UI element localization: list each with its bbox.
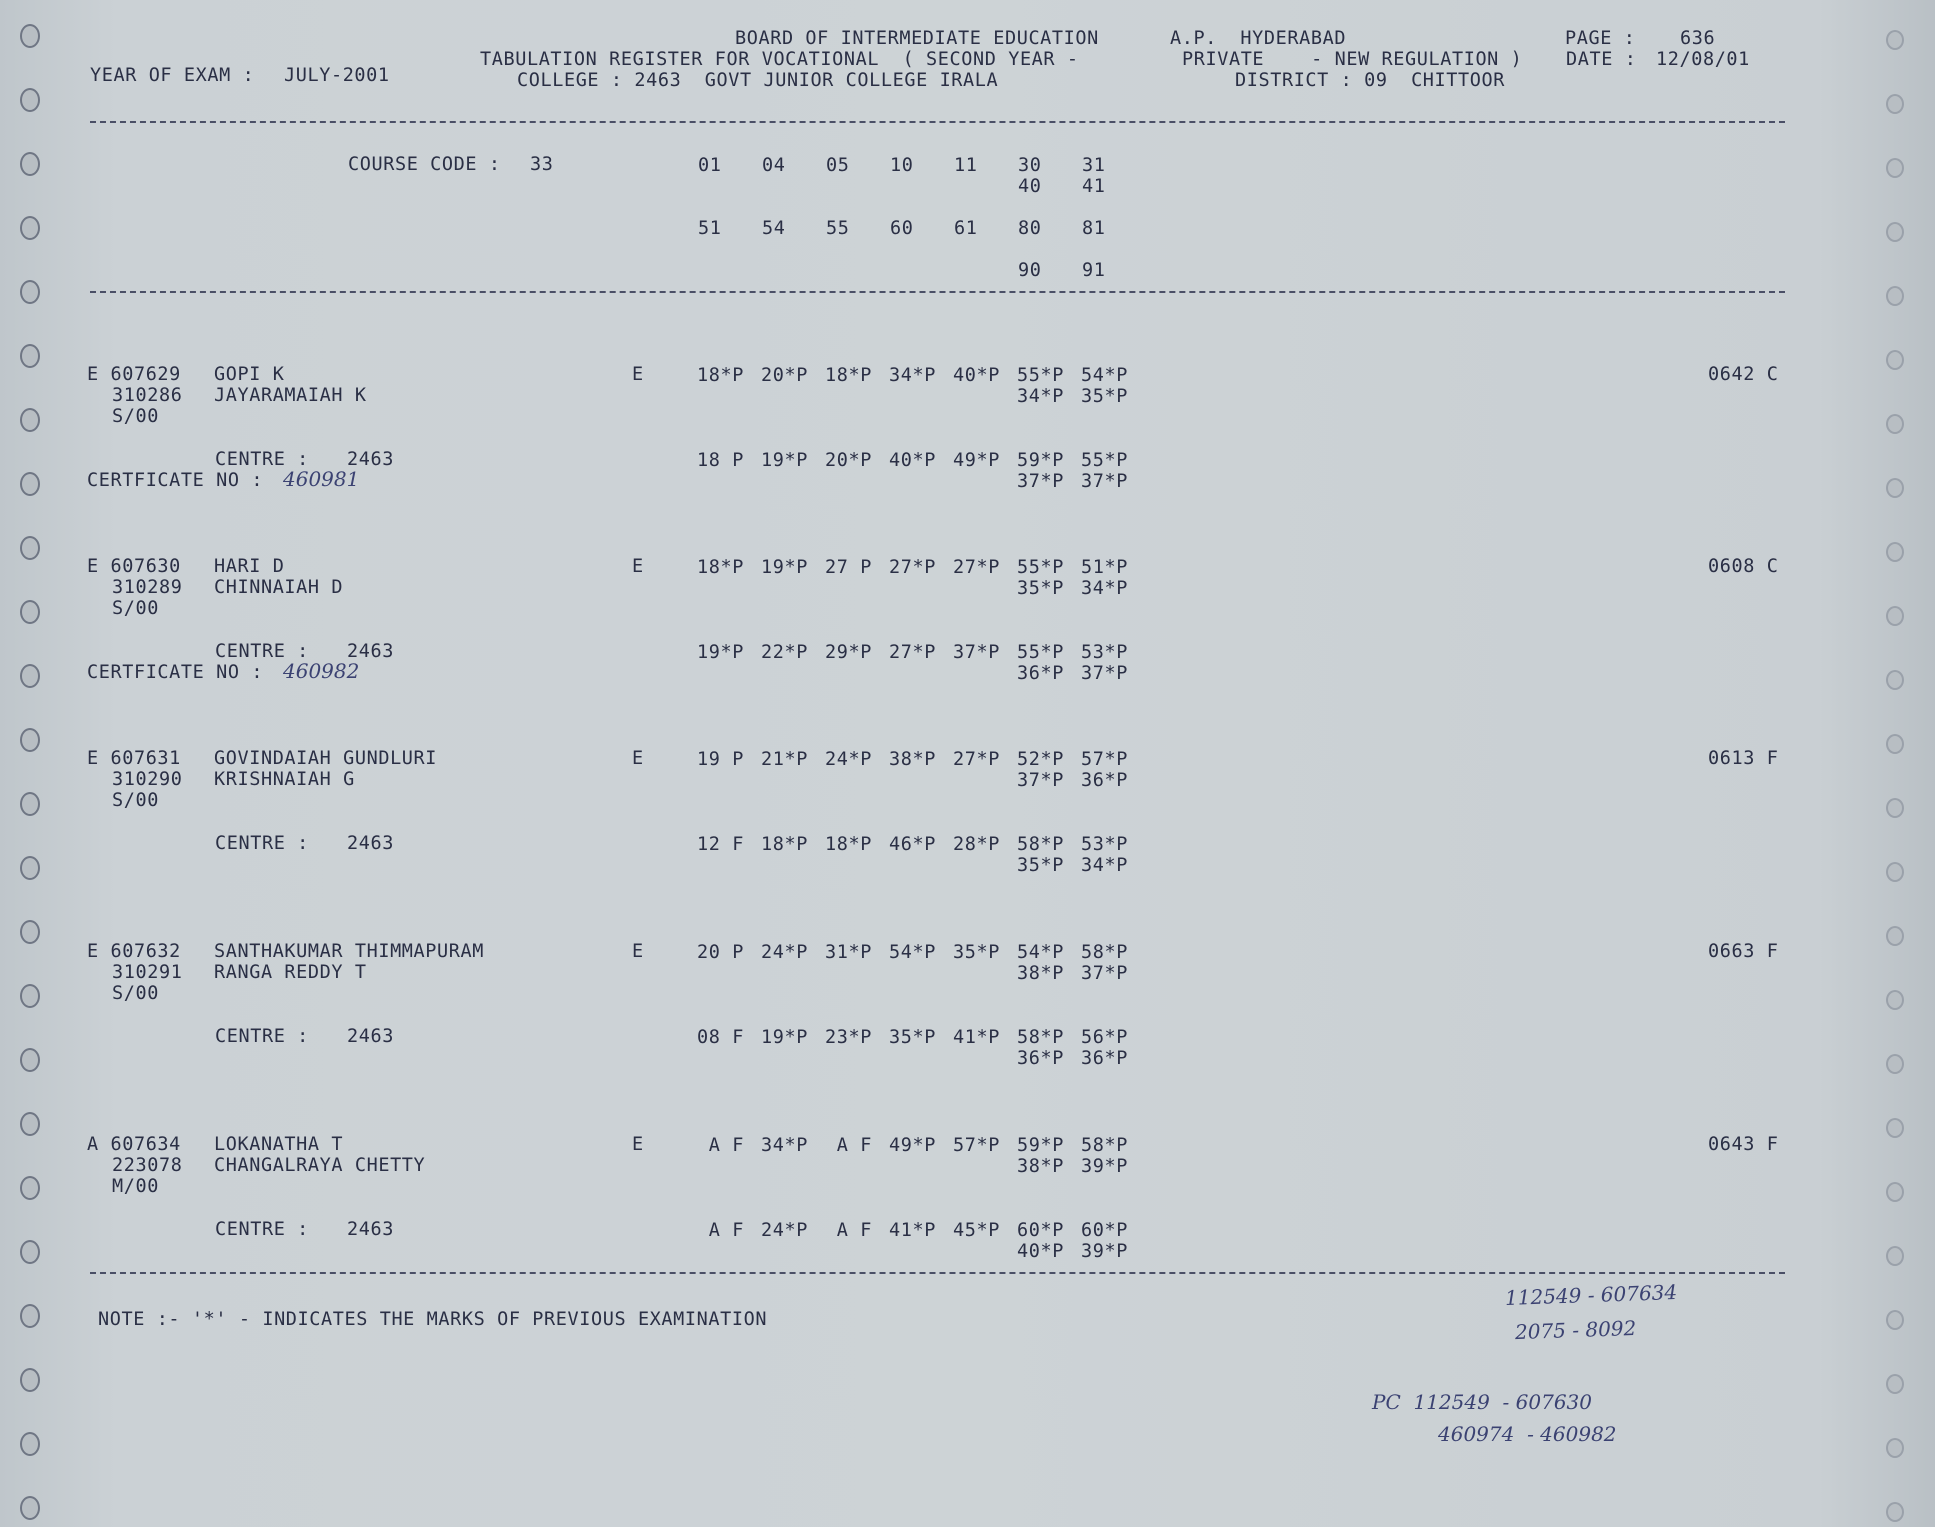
punch-hole <box>1886 606 1904 626</box>
mark-cell: 60*P <box>1081 1220 1128 1241</box>
relation-code: M/00 <box>112 1176 159 1197</box>
subject-code: 61 <box>954 218 978 239</box>
mark-cell: 38*P <box>1017 963 1064 984</box>
registration-number: 310291 <box>112 962 183 983</box>
punch-hole <box>1886 1502 1904 1522</box>
mark-cell: 27*P <box>889 642 936 663</box>
mark-cell: 22*P <box>761 642 808 663</box>
mark-cell: 18*P <box>761 834 808 855</box>
punch-hole <box>1886 1438 1904 1458</box>
register-title: TABULATION REGISTER FOR VOCATIONAL ( SECOND YEAR - <box>480 49 1079 70</box>
mark-cell: 20*P <box>825 450 872 471</box>
register-category: PRIVATE - NEW REGULATION ) <box>1182 49 1523 70</box>
relation-code: S/00 <box>112 406 159 427</box>
centre-number: 2463 <box>347 1219 394 1240</box>
mark-cell: 34*P <box>1081 578 1128 599</box>
mark-cell: 53*P <box>1081 834 1128 855</box>
course-code: 33 <box>530 154 554 175</box>
mark-cell: 35*P <box>953 942 1000 963</box>
relation-code: S/00 <box>112 790 159 811</box>
centre-label: CENTRE : <box>215 1026 309 1047</box>
mark-cell: 60*P <box>1017 1220 1064 1241</box>
parent-name: KRISHNAIAH G <box>214 769 355 790</box>
punch-hole <box>1886 286 1904 306</box>
total-result: 0613 F <box>1708 748 1779 769</box>
mark-cell: 24*P <box>761 1220 808 1241</box>
mark-cell: 36*P <box>1081 770 1128 791</box>
handwritten-range-2: 2075 - 8092 <box>1514 1315 1637 1345</box>
mark-cell: 24*P <box>761 942 808 963</box>
certificate-label: CERTFICATE NO : <box>87 662 264 683</box>
punch-hole <box>1886 30 1904 50</box>
punch-hole <box>1886 542 1904 562</box>
mark-cell: 36*P <box>1081 1048 1128 1069</box>
punch-hole <box>20 664 40 688</box>
mark-cell: 41*P <box>889 1220 936 1241</box>
mark-cell: 27*P <box>889 557 936 578</box>
punch-hole <box>20 1368 40 1392</box>
punch-hole <box>1886 222 1904 242</box>
mark-cell: 37*P <box>1017 770 1064 791</box>
subject-code: 90 <box>1018 260 1042 281</box>
mark-cell: 24*P <box>825 749 872 770</box>
subject-code: 55 <box>826 218 850 239</box>
mark-cell: 55*P <box>1017 557 1064 578</box>
registration-number: 310290 <box>112 769 183 790</box>
mark-cell: 18*P <box>697 557 744 578</box>
total-result: 0608 C <box>1708 556 1779 577</box>
punch-hole <box>1886 670 1904 690</box>
mark-cell: 19 P <box>697 749 744 770</box>
mark-cell: 34*P <box>889 365 936 386</box>
mark-cell: 20 P <box>697 942 744 963</box>
subject-code: 91 <box>1082 260 1106 281</box>
handwritten-range-3: PC 112549 - 607630 <box>1372 1390 1592 1414</box>
mark-cell: 35*P <box>889 1027 936 1048</box>
mark-cell: 39*P <box>1081 1241 1128 1262</box>
student-id: A 607634 <box>87 1134 181 1155</box>
subject-code: 80 <box>1018 218 1042 239</box>
subject-code: 40 <box>1018 176 1042 197</box>
punch-hole <box>20 1112 40 1136</box>
total-result: 0663 F <box>1708 941 1779 962</box>
mark-cell: 40*P <box>1017 1241 1064 1262</box>
mark-cell: 59*P <box>1017 450 1064 471</box>
mark-cell: 18*P <box>825 834 872 855</box>
punch-hole <box>20 728 40 752</box>
student-name: GOPI K <box>214 364 285 385</box>
centre-number: 2463 <box>347 1026 394 1047</box>
punch-hole <box>20 1432 40 1456</box>
mark-cell: 55*P <box>1081 450 1128 471</box>
district-line: DISTRICT : 09 CHITTOOR <box>1235 70 1505 91</box>
punch-hole <box>20 344 40 368</box>
subject-code: 10 <box>890 155 914 176</box>
punch-hole <box>20 1048 40 1072</box>
student-id: E 607631 <box>87 748 181 769</box>
punch-hole <box>20 1304 40 1328</box>
punch-hole <box>20 408 40 432</box>
centre-label: CENTRE : <box>215 1219 309 1240</box>
subject-code: 51 <box>698 218 722 239</box>
mark-cell: 55*P <box>1017 642 1064 663</box>
right-punch-holes <box>1872 0 1912 1527</box>
total-result: 0642 C <box>1708 364 1779 385</box>
board-place: A.P. HYDERABAD <box>1170 28 1347 49</box>
subject-code: 81 <box>1082 218 1106 239</box>
mark-cell: 40*P <box>889 450 936 471</box>
mark-cell: 27 P <box>825 557 872 578</box>
punch-hole <box>1886 414 1904 434</box>
mark-cell: 58*P <box>1017 1027 1064 1048</box>
mark-cell: 37*P <box>1081 963 1128 984</box>
centre-number: 2463 <box>347 833 394 854</box>
mark-cell: 54*P <box>889 942 936 963</box>
mark-cell: 29*P <box>825 642 872 663</box>
mark-cell: 37*P <box>1081 663 1128 684</box>
centre-number: 2463 <box>347 641 394 662</box>
mark-cell: 35*P <box>1017 578 1064 599</box>
parent-name: JAYARAMAIAH K <box>214 385 367 406</box>
subject-code: 54 <box>762 218 786 239</box>
punch-hole <box>20 88 40 112</box>
punch-hole <box>20 792 40 816</box>
mark-cell: A F <box>697 1135 744 1156</box>
centre-label: CENTRE : <box>215 449 309 470</box>
subject-code: 05 <box>826 155 850 176</box>
page-label: PAGE : <box>1565 28 1636 49</box>
mark-cell: 34*P <box>761 1135 808 1156</box>
student-id: E 607629 <box>87 364 181 385</box>
mark-cell: 36*P <box>1017 1048 1064 1069</box>
mark-cell: 12 F <box>697 834 744 855</box>
mark-cell: 46*P <box>889 834 936 855</box>
registration-number: 223078 <box>112 1155 183 1176</box>
mark-cell: 27*P <box>953 557 1000 578</box>
medium-code: E <box>632 1134 644 1155</box>
mark-cell: 20*P <box>761 365 808 386</box>
subject-code: 01 <box>698 155 722 176</box>
punch-hole <box>1886 94 1904 114</box>
punch-hole <box>20 1176 40 1200</box>
punch-hole <box>1886 926 1904 946</box>
mark-cell: 34*P <box>1081 855 1128 876</box>
punch-hole <box>20 856 40 880</box>
header-rule <box>90 121 1785 123</box>
mark-cell: 37*P <box>1017 471 1064 492</box>
registration-number: 310286 <box>112 385 183 406</box>
subject-code: 31 <box>1082 155 1106 176</box>
mark-cell: A F <box>825 1135 872 1156</box>
punch-hole <box>20 472 40 496</box>
punch-hole <box>20 984 40 1008</box>
punch-hole <box>1886 798 1904 818</box>
student-id: E 607632 <box>87 941 181 962</box>
mark-cell: 18*P <box>697 365 744 386</box>
mark-cell: 57*P <box>1081 749 1128 770</box>
medium-code: E <box>632 748 644 769</box>
medium-code: E <box>632 556 644 577</box>
student-id: E 607630 <box>87 556 181 577</box>
total-result: 0643 F <box>1708 1134 1779 1155</box>
punch-hole <box>1886 862 1904 882</box>
relation-code: S/00 <box>112 983 159 1004</box>
punch-hole <box>20 24 40 48</box>
mark-cell: 31*P <box>825 942 872 963</box>
punch-hole <box>1886 1118 1904 1138</box>
mark-cell: 49*P <box>889 1135 936 1156</box>
handwritten-range-1: 112549 - 607634 <box>1504 1280 1678 1310</box>
punch-hole <box>20 152 40 176</box>
mark-cell: 58*P <box>1017 834 1064 855</box>
mark-cell: 28*P <box>953 834 1000 855</box>
mark-cell: 56*P <box>1081 1027 1128 1048</box>
course-code-label: COURSE CODE : <box>348 154 501 175</box>
subject-code: 04 <box>762 155 786 176</box>
punch-hole <box>20 920 40 944</box>
date-label: DATE : <box>1566 49 1637 70</box>
punch-hole <box>1886 350 1904 370</box>
parent-name: CHANGALRAYA CHETTY <box>214 1155 426 1176</box>
relation-code: S/00 <box>112 598 159 619</box>
certificate-number: 460981 <box>283 467 360 491</box>
medium-code: E <box>632 364 644 385</box>
punch-hole <box>1886 1374 1904 1394</box>
exam-label: YEAR OF EXAM : <box>90 65 255 86</box>
punch-hole <box>20 280 40 304</box>
student-name: LOKANATHA T <box>214 1134 344 1155</box>
parent-name: RANGA REDDY T <box>214 962 367 983</box>
mark-cell: 19*P <box>761 557 808 578</box>
print-date: 12/08/01 <box>1656 49 1750 70</box>
footnote: NOTE :- '*' - INDICATES THE MARKS OF PREVIOUS EXAMINATION <box>98 1309 768 1330</box>
mark-cell: 52*P <box>1017 749 1064 770</box>
student-name: SANTHAKUMAR THIMMAPURAM <box>214 941 484 962</box>
mark-cell: A F <box>825 1220 872 1241</box>
mark-cell: 57*P <box>953 1135 1000 1156</box>
mark-cell: A F <box>697 1220 744 1241</box>
mark-cell: 35*P <box>1081 386 1128 407</box>
mark-cell: 54*P <box>1017 942 1064 963</box>
mark-cell: 36*P <box>1017 663 1064 684</box>
parent-name: CHINNAIAH D <box>214 577 344 598</box>
centre-label: CENTRE : <box>215 641 309 662</box>
mark-cell: 40*P <box>953 365 1000 386</box>
punch-hole <box>1886 1182 1904 1202</box>
subject-code: 41 <box>1082 176 1106 197</box>
mark-cell: 38*P <box>889 749 936 770</box>
centre-number: 2463 <box>347 449 394 470</box>
certificate-number: 460982 <box>283 659 360 683</box>
mark-cell: 38*P <box>1017 1156 1064 1177</box>
mark-cell: 21*P <box>761 749 808 770</box>
subject-code: 11 <box>954 155 978 176</box>
mark-cell: 45*P <box>953 1220 1000 1241</box>
student-name: GOVINDAIAH GUNDLURI <box>214 748 438 769</box>
punch-hole <box>1886 1246 1904 1266</box>
registration-number: 310289 <box>112 577 183 598</box>
punch-hole <box>20 600 40 624</box>
mark-cell: 54*P <box>1081 365 1128 386</box>
codes-rule <box>90 291 1785 293</box>
college-line: COLLEGE : 2463 GOVT JUNIOR COLLEGE IRALA <box>517 70 999 91</box>
mark-cell: 19*P <box>761 450 808 471</box>
page-number: 636 <box>1680 28 1716 49</box>
mark-cell: 23*P <box>825 1027 872 1048</box>
centre-label: CENTRE : <box>215 833 309 854</box>
mark-cell: 53*P <box>1081 642 1128 663</box>
mark-cell: 19*P <box>697 642 744 663</box>
punch-hole <box>1886 1054 1904 1074</box>
mark-cell: 37*P <box>1081 471 1128 492</box>
punch-hole <box>20 216 40 240</box>
mark-cell: 27*P <box>953 749 1000 770</box>
punch-hole <box>20 1240 40 1264</box>
punch-hole <box>1886 1310 1904 1330</box>
mark-cell: 34*P <box>1017 386 1064 407</box>
certificate-label: CERTFICATE NO : <box>87 470 264 491</box>
mark-cell: 41*P <box>953 1027 1000 1048</box>
mark-cell: 49*P <box>953 450 1000 471</box>
punch-hole <box>20 536 40 560</box>
left-punch-holes <box>6 0 46 1527</box>
exam-year: JULY-2001 <box>284 65 390 86</box>
student-name: HARI D <box>214 556 285 577</box>
subject-code: 60 <box>890 218 914 239</box>
punch-hole <box>1886 158 1904 178</box>
mark-cell: 58*P <box>1081 1135 1128 1156</box>
mark-cell: 51*P <box>1081 557 1128 578</box>
mark-cell: 18 P <box>697 450 744 471</box>
mark-cell: 58*P <box>1081 942 1128 963</box>
mark-cell: 39*P <box>1081 1156 1128 1177</box>
punch-hole <box>1886 478 1904 498</box>
punch-hole <box>20 1496 40 1520</box>
punch-hole <box>1886 734 1904 754</box>
mark-cell: 35*P <box>1017 855 1064 876</box>
subject-code: 30 <box>1018 155 1042 176</box>
footer-rule <box>90 1272 1785 1274</box>
mark-cell: 59*P <box>1017 1135 1064 1156</box>
handwritten-range-4: 460974 - 460982 <box>1438 1422 1617 1446</box>
mark-cell: 08 F <box>697 1027 744 1048</box>
mark-cell: 19*P <box>761 1027 808 1048</box>
board-name: BOARD OF INTERMEDIATE EDUCATION <box>735 28 1099 49</box>
mark-cell: 37*P <box>953 642 1000 663</box>
medium-code: E <box>632 941 644 962</box>
mark-cell: 55*P <box>1017 365 1064 386</box>
mark-cell: 18*P <box>825 365 872 386</box>
punch-hole <box>1886 990 1904 1010</box>
